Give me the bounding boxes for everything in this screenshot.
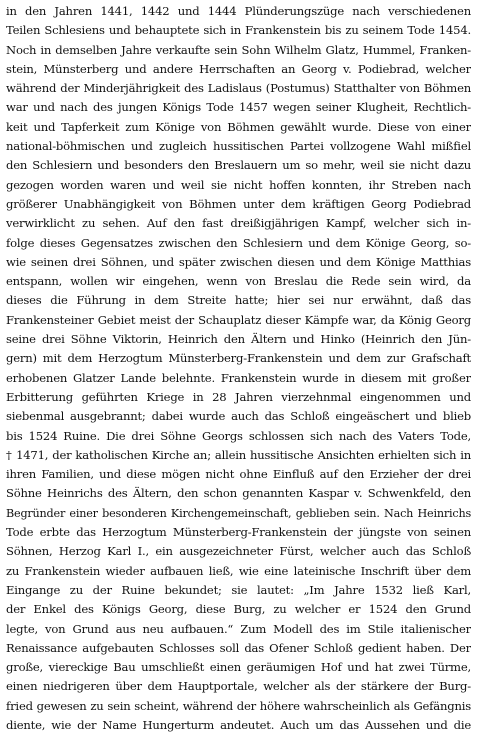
text-line: war und nach des jungen Königs Tode 1457 wegen seiner Klugheit, Rechtlich- [6, 100, 471, 115]
text-line: Begründer einer besonderen Kirchengemeinschaft, geblieben sein. Nach Heinrichs [6, 506, 471, 520]
text-line: folge dieses Gegensatzes zwischen den Schlesiern und dem Könige Georg, so- [6, 235, 471, 250]
text-line: bis 1524 Ruine. Die drei Söhne Georgs schlossen sich nach des Vaters Tode, [6, 428, 471, 443]
text-line: Eingange zu der Ruine bekundet; sie lautet: „Im Jahre 1532 ließ Karl, [6, 582, 471, 597]
text-line: Söhnen, Herzog Karl I., ein ausgezeichneter Fürst, welcher auch das Schloß [6, 544, 471, 559]
text-line: national-böhmischen und zugleich hussitischen Partei vollzogene Wahl mißfiel [6, 139, 471, 154]
text-line: den Schlesiern und besonders den Breslauern um so mehr, weil sie nicht dazu [6, 158, 471, 173]
text-line: der Enkel des Königs Georg, diese Burg, zu welcher er 1524 den Grund [6, 602, 471, 617]
text-line: Erbitterung geführten Kriege in 28 Jahren vierzehnmal eingenommen und [6, 389, 471, 404]
text-line: legte, von Grund aus neu aufbauen.“ Zum Modell des im Stile italienischer [6, 621, 471, 636]
text-line: Frankensteiner Gebiet meist der Schauplatz dieser Kämpfe war, da König Georg [6, 312, 471, 327]
text-line: einen niedrigeren über dem Hauptportale, welcher als der stärkere der Burg- [6, 679, 471, 694]
text-line: Söhne Heinrichs des Ältern, den schon genannten Kaspar v. Schwenkfeld, den [6, 486, 471, 501]
text-line: verwirklicht zu sehen. Auf den fast dreißigjährigen Kampf, welcher sich in- [6, 216, 471, 231]
text-line: stein, Münsterberg und andere Herrschaften an Georg v. Podiebrad, welcher [6, 61, 471, 76]
text-line: wie seinen drei Söhnen, und später zwischen diesen und dem Könige Matthias [6, 254, 471, 269]
text-line: während der Minderjährigkeit des Ladislaus (Postumus) Statthalter von Böhmen [6, 81, 471, 96]
text-line: † 1471, der katholischen Kirche an; allein hussitische Ansichten erhielten sich in [6, 447, 471, 462]
text-line: Teilen Schlesiens und behauptete sich in Frankenstein bis zu seinem Tode 1454. [6, 23, 471, 38]
text-line: erhobenen Glatzer Lande belehnte. Frankenstein wurde in diesem mit großer [6, 370, 471, 385]
text-line: ihren Familien, und diese mögen nicht ohne Einfluß auf den Erzieher der drei [6, 467, 471, 482]
text-line: Noch in demselben Jahre verkaufte sein Sohn Wilhelm Glatz, Hummel, Franken- [6, 42, 471, 57]
text-line: gern) mit dem Herzogtum Münsterberg-Frankenstein und dem zur Grafschaft [6, 351, 471, 366]
text-line: Tode erbte das Herzogtum Münsterberg-Frankenstein der jüngste von seinen [6, 525, 471, 540]
text-line: entspann, wollen wir eingehen, wenn von Breslau die Rede sein wird, da [6, 274, 471, 289]
text-line: in den Jahren 1441, 1442 und 1444 Plünderungszüge nach verschiedenen [6, 4, 471, 18]
text-line: seine drei Söhne Viktorin, Heinrich den Ältern und Hinko (Heinrich den Jün- [6, 332, 471, 347]
text-line: siebenmal ausgebrannt; dabei wurde auch das Schloß eingeäschert und blieb [6, 409, 471, 424]
text-line: große, viereckige Bau umschließt einen geräumigen Hof und hat zwei Türme, [6, 660, 471, 675]
text-line: Renaissance aufgebauten Schlosses soll das Ofener Schloß gedient haben. Der [6, 640, 471, 655]
text-line: zu Frankenstein wieder aufbauen ließ, wie eine lateinische Inschrift über dem [6, 563, 471, 578]
text-line: diente, wie der Name Hungerturm andeutet. Auch um das Aussehen und die [6, 717, 471, 732]
text-line: dieses die Führung in dem Streite hatte; hier sei nur erwähnt, daß das [6, 293, 471, 308]
text-line: keit und Tapferkeit zum Könige von Böhmen gewählt wurde. Diese von einer [6, 119, 471, 134]
text-line: gezogen worden waren und weil sie nicht hoffen konnten, ihr Streben nach [6, 177, 471, 192]
text-line: größerer Unabhängigkeit von Böhmen unter dem kräftigen Georg Podiebrad [6, 196, 471, 211]
text-line: fried gewesen zu sein scheint, während der höhere wahrscheinlich als Gefängnis [6, 698, 471, 713]
